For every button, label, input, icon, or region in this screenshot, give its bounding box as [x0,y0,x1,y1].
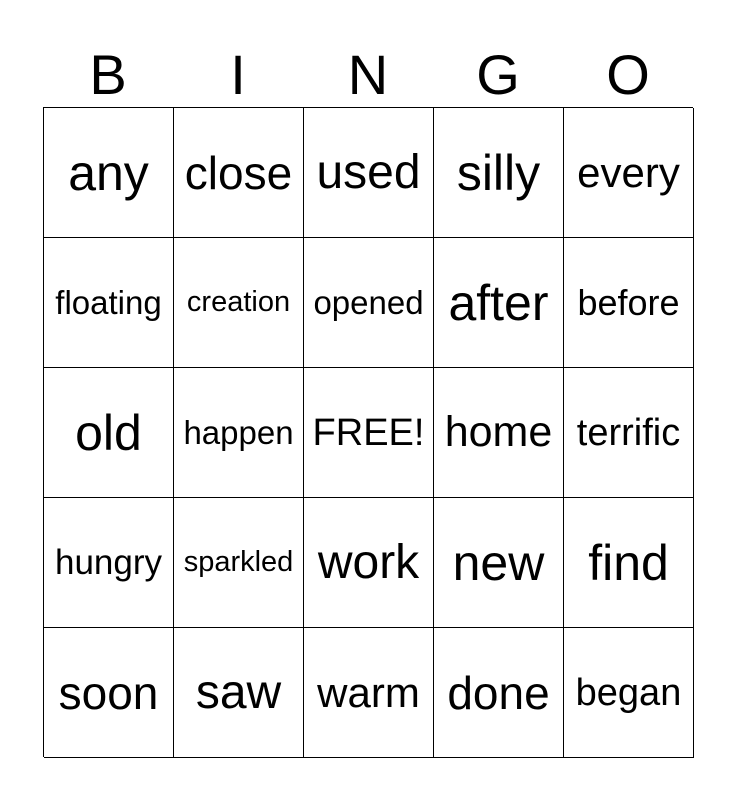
bingo-cell[interactable]: old [44,368,174,498]
bingo-cell[interactable]: began [564,628,694,758]
header-letter-o: O [606,43,650,106]
bingo-cell[interactable]: happen [174,368,304,498]
bingo-cell[interactable]: floating [44,238,174,368]
bingo-cell[interactable]: home [434,368,564,498]
bingo-cell[interactable]: after [434,238,564,368]
bingo-cell[interactable]: silly [434,108,564,238]
bingo-cell[interactable]: soon [44,628,174,758]
bingo-cell-free[interactable]: FREE! [304,368,434,498]
bingo-cell[interactable]: every [564,108,694,238]
bingo-header [43,42,693,108]
bingo-board [43,107,693,757]
bingo-cell[interactable]: used [304,108,434,238]
bingo-cell[interactable]: warm [304,628,434,758]
bingo-cell[interactable]: terrific [564,368,694,498]
bingo-cell[interactable]: new [434,498,564,628]
bingo-cell[interactable]: hungry [44,498,174,628]
bingo-cell[interactable]: sparkled [174,498,304,628]
bingo-cell[interactable]: any [44,108,174,238]
bingo-cell[interactable]: saw [174,628,304,758]
bingo-cell[interactable]: close [174,108,304,238]
bingo-cell[interactable]: work [304,498,434,628]
header-letter-b: B [89,43,127,106]
header-letter-n: N [347,43,389,106]
header-letter-i: I [230,43,246,106]
bingo-cell[interactable]: opened [304,238,434,368]
bingo-cell[interactable]: find [564,498,694,628]
bingo-cell[interactable]: before [564,238,694,368]
bingo-cell[interactable]: creation [174,238,304,368]
bingo-cell[interactable]: done [434,628,564,758]
header-letter-g: G [476,43,520,106]
